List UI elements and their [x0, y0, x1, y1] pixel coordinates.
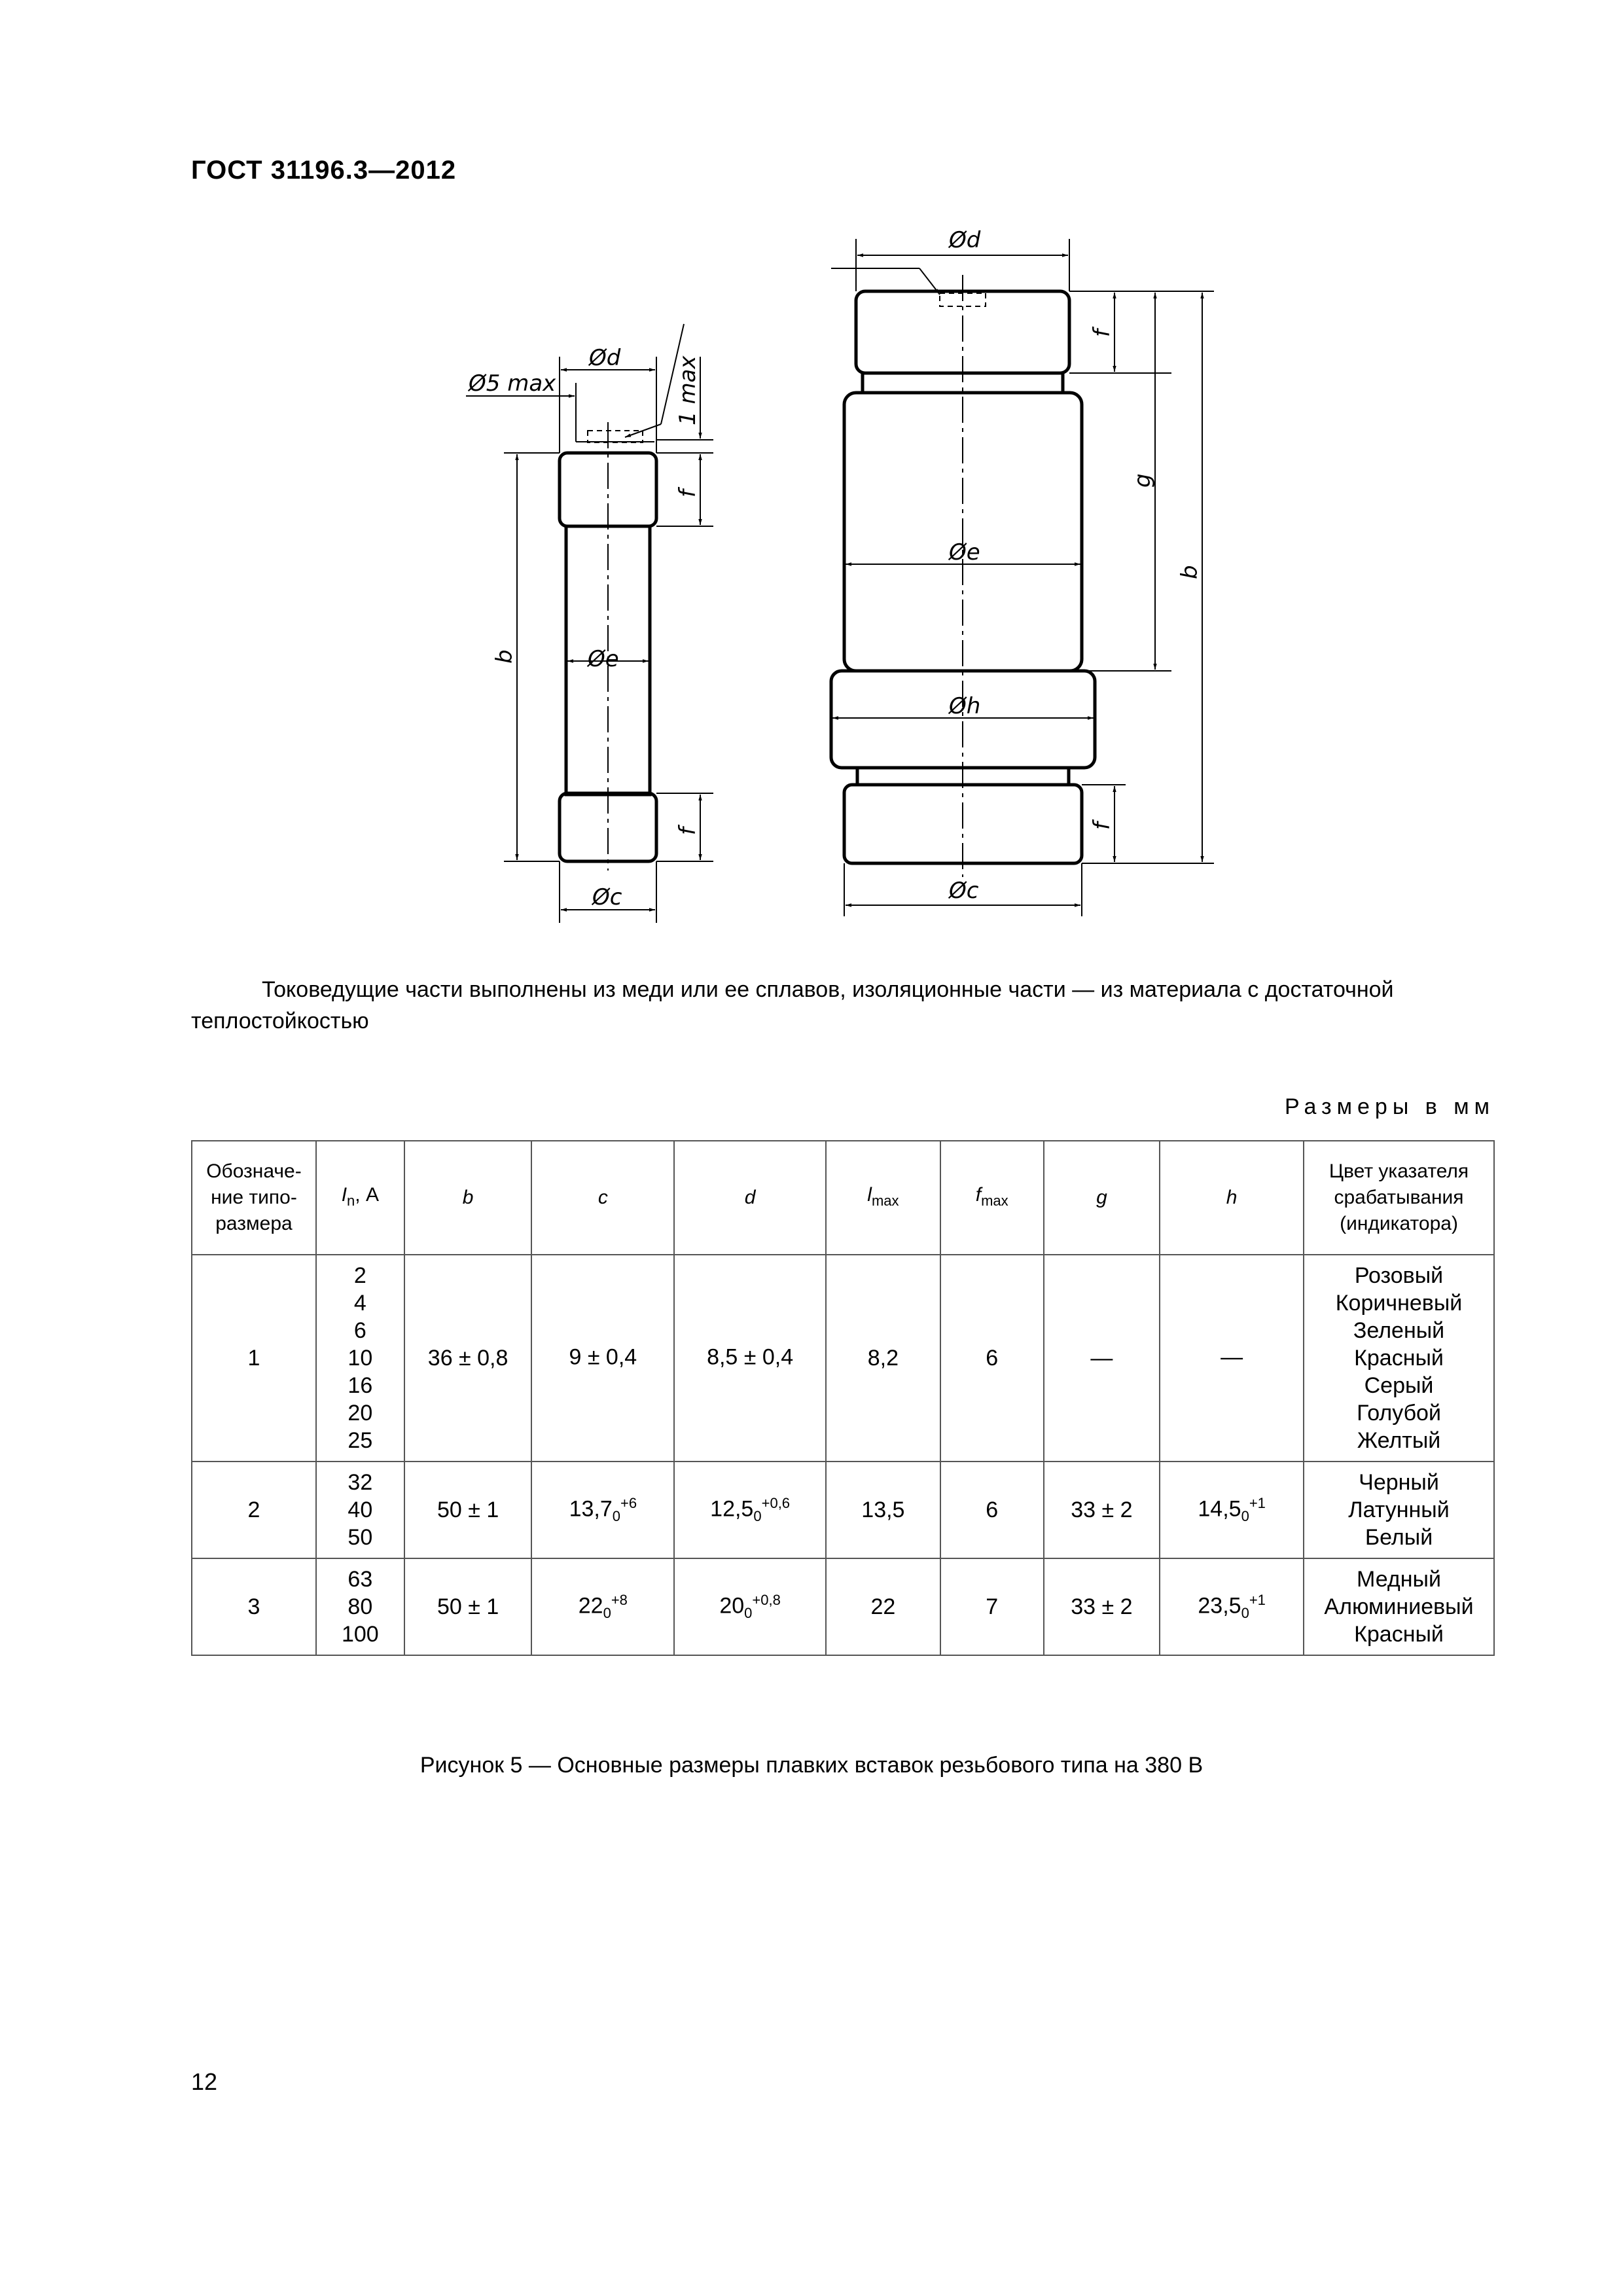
header-designation: Обозначе- ние типо- размера — [192, 1141, 316, 1255]
cell-h: $14,5_0^{+1}$ — [1160, 1462, 1304, 1558]
label-f-small-top: f — [675, 490, 701, 497]
cell-c: $22_0^{+8}$ — [531, 1558, 674, 1655]
cell-b: 50 ± 1 — [404, 1558, 532, 1655]
label-phi5max: Ø5 max — [469, 370, 556, 397]
cell-currents: 32 40 50 — [316, 1462, 404, 1558]
small-fuse-labels — [467, 345, 701, 910]
cell-type: 2 — [192, 1462, 316, 1558]
header-fmax: $f_{max}$ — [940, 1141, 1044, 1255]
label-f-large-bottom: f — [1089, 822, 1115, 830]
label-b-small: b — [491, 649, 518, 664]
fuse-dimension-drawing — [0, 0, 1623, 956]
label-phi-h-large: Øh — [949, 693, 981, 719]
cell-c: 9 ± 0,4 — [531, 1255, 674, 1462]
header-c: c — [531, 1141, 674, 1255]
label-phi-c-large: Øc — [949, 878, 979, 904]
cell-lmax: 8,2 — [826, 1255, 940, 1462]
label-f-small-bottom: f — [675, 827, 701, 835]
cell-c: $13,7_0^{+6}$ — [531, 1462, 674, 1558]
cell-type: 1 — [192, 1255, 316, 1462]
cell-h: — — [1160, 1255, 1304, 1462]
units-label: Размеры в мм — [1284, 1094, 1495, 1119]
header-lmax: $l_{max}$ — [826, 1141, 940, 1255]
document-header: ГОСТ 31196.3—2012 — [191, 156, 457, 185]
cell-h: $23,5_0^{+1}$ — [1160, 1558, 1304, 1655]
cell-d: $12,5_0^{+0,6}$ — [674, 1462, 826, 1558]
header-h: h — [1160, 1141, 1304, 1255]
cell-d: $20_0^{+0,8}$ — [674, 1558, 826, 1655]
header-d: d — [674, 1141, 826, 1255]
cell-colors: Медный Алюминиевый Красный — [1304, 1558, 1494, 1655]
table-row — [192, 1462, 1494, 1558]
cell-b: 36 ± 0,8 — [404, 1255, 532, 1462]
table-row — [192, 1558, 1494, 1655]
cell-g: 33 ± 2 — [1044, 1462, 1160, 1558]
dimensions-table — [191, 1140, 1495, 1656]
cell-colors: Черный Латунный Белый — [1304, 1462, 1494, 1558]
label-phi-e-small: Øe — [588, 646, 619, 672]
header-b: b — [404, 1141, 532, 1255]
table-header-row — [192, 1141, 1494, 1255]
large-fuse — [831, 239, 1214, 916]
figure-caption: Рисунок 5 — Основные размеры плавких вставок резьбового типа на 380 В — [419, 1753, 1204, 1778]
page-number: 12 — [191, 2068, 218, 2095]
label-1max: 1 max — [675, 355, 701, 425]
header-indicator-color: Цвет указателя срабатывания (индикатора) — [1304, 1141, 1494, 1255]
cell-currents: 2 4 6 10 16 20 25 — [316, 1255, 404, 1462]
cell-currents: 63 80 100 — [316, 1558, 404, 1655]
label-b-large: b — [1177, 565, 1203, 579]
cell-fmax: 6 — [940, 1462, 1044, 1558]
label-phi-d-small: Ød — [589, 345, 621, 371]
header-rated-current: $I_n$, А — [316, 1141, 404, 1255]
cell-d: 8,5 ± 0,4 — [674, 1255, 826, 1462]
cell-colors: Розовый Коричневый Зеленый Красный Серый Голубой Желтый — [1304, 1255, 1494, 1462]
cell-g: 33 ± 2 — [1044, 1558, 1160, 1655]
label-g-large: g — [1130, 473, 1156, 488]
cell-lmax: 22 — [826, 1558, 940, 1655]
cell-lmax: 13,5 — [826, 1462, 940, 1558]
cell-type: 3 — [192, 1558, 316, 1655]
label-f-large-top: f — [1089, 329, 1115, 337]
cell-fmax: 6 — [940, 1255, 1044, 1462]
label-phi-d-large: Ød — [949, 227, 981, 253]
cell-fmax: 7 — [940, 1558, 1044, 1655]
label-phi-c-small: Øc — [592, 884, 622, 910]
cell-g: — — [1044, 1255, 1160, 1462]
header-g: g — [1044, 1141, 1160, 1255]
label-phi-e-large: Øe — [949, 539, 980, 565]
cell-b: 50 ± 1 — [404, 1462, 532, 1558]
table-row — [192, 1255, 1494, 1462]
large-fuse-labels — [948, 227, 1203, 904]
materials-note: Токоведущие части выполнены из меди или ее сплавов, изоляционные части — из материала с достаточной теплостойкостью — [191, 977, 1394, 1033]
